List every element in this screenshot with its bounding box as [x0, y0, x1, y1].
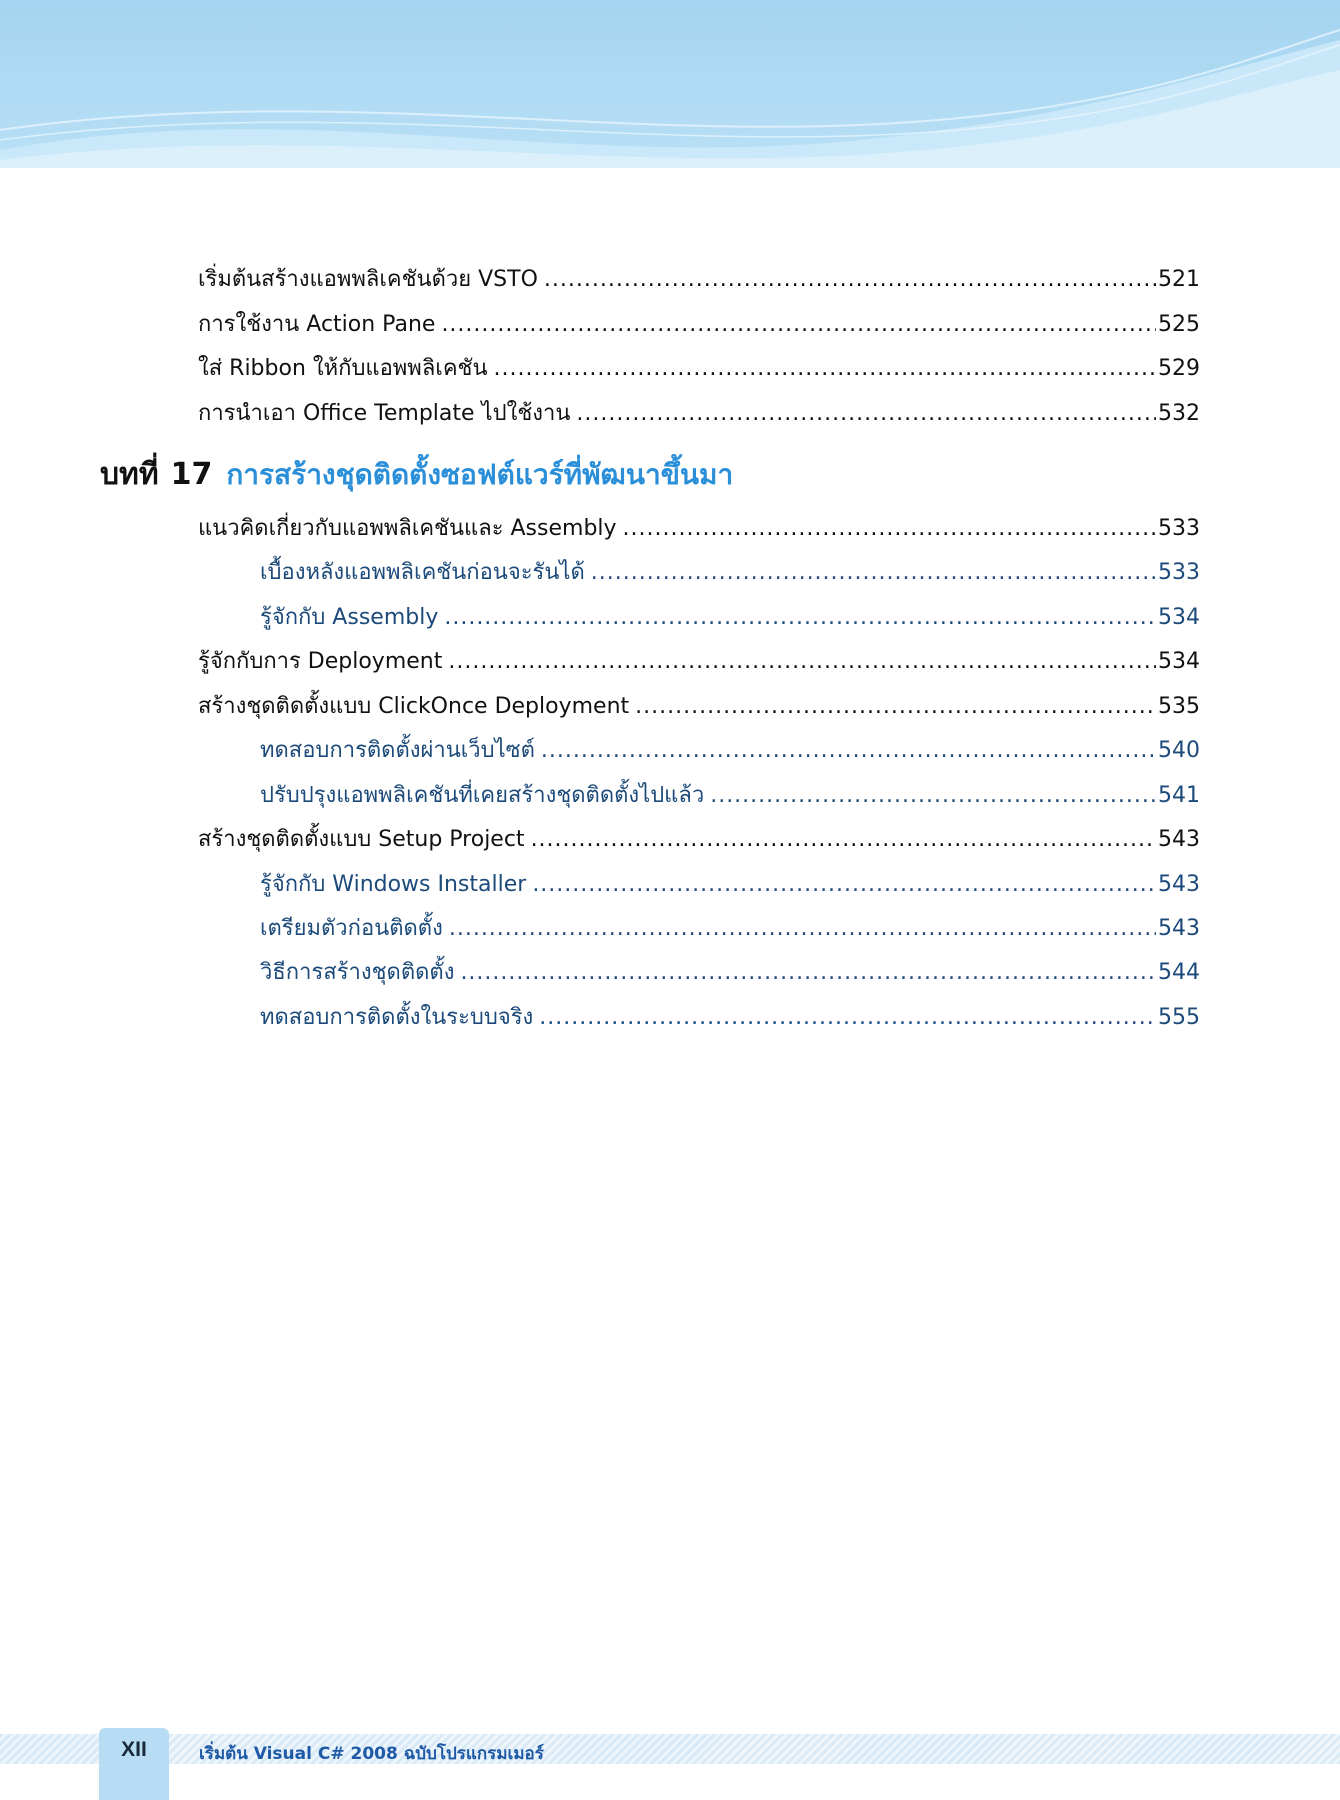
toc-entry-title: เบื้องหลังแอพพลิเคชันก่อนจะรันได้ — [260, 560, 585, 585]
toc-entry-page: 543 — [1158, 916, 1200, 941]
chapter-prefix: บทที่ — [100, 457, 159, 492]
toc-subentry[interactable] — [260, 1003, 1200, 1033]
toc-entry-page: 533 — [1158, 560, 1200, 585]
toc-entry-page: 525 — [1158, 312, 1200, 337]
wave-graphic — [0, 0, 1340, 168]
toc-entry-title: ปรับปรุงแอพพลิเคชันที่เคยสร้างชุดติดตั้งไปแล้ว — [260, 783, 705, 808]
header-wave-banner — [0, 0, 1340, 168]
dot-leader — [623, 514, 1156, 544]
toc-entry-title: วิธีการสร้างชุดติดตั้ง — [260, 960, 455, 985]
dot-leader — [449, 914, 1156, 944]
dot-leader — [531, 825, 1156, 855]
toc-entry-page: 521 — [1158, 267, 1200, 292]
chapter-heading[interactable] — [100, 451, 733, 495]
toc-entry-page: 534 — [1158, 649, 1200, 674]
toc-subentry[interactable] — [260, 914, 1200, 944]
toc-entry-title: สร้างชุดติดตั้งแบบ ClickOnce Deployment — [198, 694, 630, 719]
dot-leader — [591, 558, 1156, 588]
toc-entry[interactable] — [198, 692, 1200, 722]
toc-entry[interactable] — [198, 310, 1200, 340]
dot-leader — [710, 781, 1156, 811]
page-footer — [0, 1728, 1340, 1800]
toc-entry-page: 555 — [1158, 1005, 1200, 1030]
chapter-title: การสร้างชุดติดตั้งซอฟต์แวร์ที่พัฒนาขึ้นมา — [226, 458, 734, 491]
dot-leader — [544, 265, 1156, 295]
toc-entry[interactable] — [198, 399, 1200, 429]
toc-entry-page: 533 — [1158, 516, 1200, 541]
toc-entry-title: เตรียมตัวก่อนติดตั้ง — [260, 916, 443, 941]
toc-entry-page: 544 — [1158, 960, 1200, 985]
toc-entry-title: รู้จักกับ Assembly — [260, 605, 439, 630]
toc-subentry[interactable] — [260, 870, 1200, 900]
toc-entry-title: ทดสอบการติดตั้งในระบบจริง — [260, 1005, 534, 1030]
toc-subentry[interactable] — [260, 603, 1200, 633]
toc-entry-title: เริ่มต้นสร้างแอพพลิเคชันด้วย VSTO — [198, 267, 538, 292]
toc-subentry[interactable] — [260, 736, 1200, 766]
toc-subentry[interactable] — [260, 781, 1200, 811]
toc-entry-title: สร้างชุดติดตั้งแบบ Setup Project — [198, 827, 525, 852]
toc-entry[interactable] — [198, 647, 1200, 677]
toc-entry-page: 529 — [1158, 356, 1200, 381]
toc-entry[interactable] — [198, 514, 1200, 544]
toc-entry-page: 541 — [1158, 783, 1200, 808]
toc-entry-title: ทดสอบการติดตั้งผ่านเว็บไซต์ — [260, 738, 535, 763]
dot-leader — [441, 310, 1156, 340]
chapter-number: 17 — [170, 457, 213, 492]
page-number-tab — [99, 1728, 169, 1800]
toc-entry-title: รู้จักกับ Windows Installer — [260, 872, 527, 897]
toc-entry[interactable] — [198, 265, 1200, 295]
dot-leader — [532, 870, 1156, 900]
page-number: XII — [121, 1738, 147, 1761]
toc-entry-title: การนำเอา Office Template ไปใช้งาน — [198, 401, 571, 426]
toc-entry-page: 534 — [1158, 605, 1200, 630]
toc-entry-title: แนวคิดเกี่ยวกับแอพพลิเคชันและ Assembly — [198, 516, 617, 541]
dot-leader — [576, 399, 1156, 429]
running-book-title: เริ่มต้น Visual C# 2008 ฉบับโปรแกรมเมอร์ — [199, 1744, 544, 1764]
toc-subentry[interactable] — [260, 558, 1200, 588]
toc-entry[interactable] — [198, 825, 1200, 855]
dot-leader — [448, 647, 1156, 677]
dot-leader — [539, 1003, 1156, 1033]
dot-leader — [541, 736, 1156, 766]
toc-entry[interactable] — [198, 354, 1200, 384]
toc-entry-page: 535 — [1158, 694, 1200, 719]
dot-leader — [444, 603, 1156, 633]
toc-entry-page: 543 — [1158, 827, 1200, 852]
toc-entry-title: รู้จักกับการ Deployment — [198, 649, 443, 674]
toc-subentry[interactable] — [260, 958, 1200, 988]
dot-leader — [460, 958, 1156, 988]
toc-entry-title: ใส่ Ribbon ให้กับแอพพลิเคชัน — [198, 356, 488, 381]
toc-entry-page: 532 — [1158, 401, 1200, 426]
toc-entry-title: การใช้งาน Action Pane — [198, 312, 436, 337]
dot-leader — [635, 692, 1156, 722]
toc-entry-page: 540 — [1158, 738, 1200, 763]
toc-entry-page: 543 — [1158, 872, 1200, 897]
dot-leader — [494, 354, 1156, 384]
